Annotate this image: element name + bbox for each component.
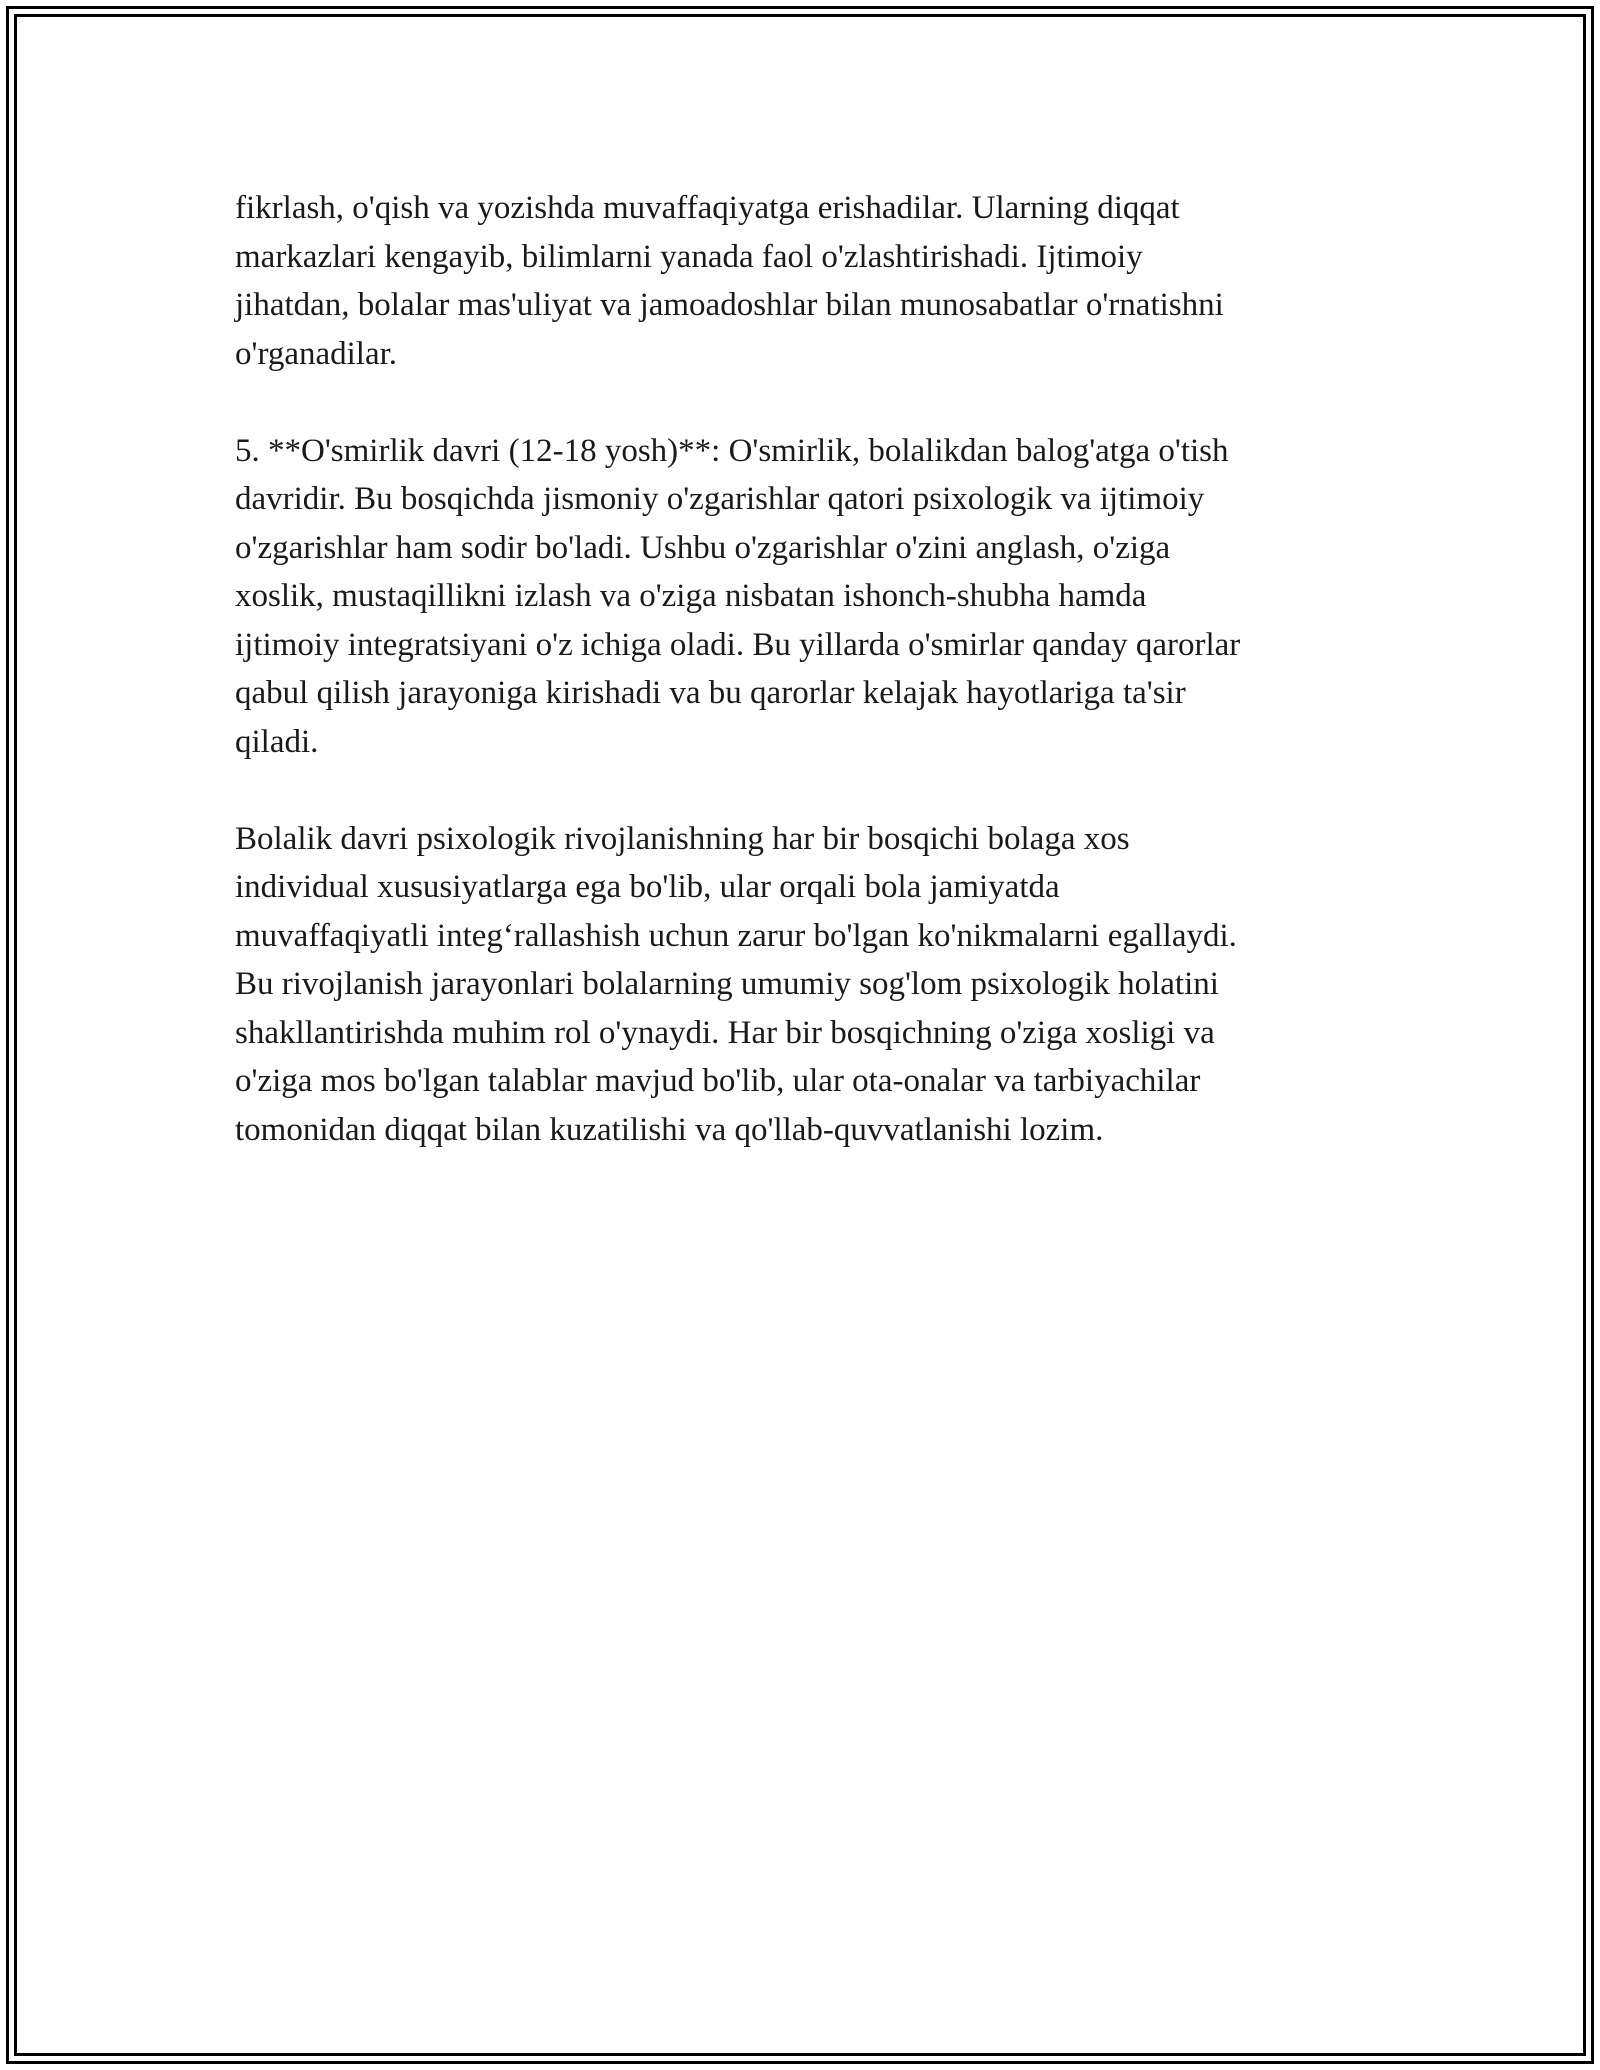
paragraph-conclusion: Bolalik davri psixologik rivojlanishning har bir bosqichi bolaga xos individual xususiyatlarga ega bo'lib, ular orqali bola jamiyatda muvaffaqiyatli integ‘rallashish uchun zarur bo'lgan ko'nikmalarni egallaydi. Bu rivojlanish jarayonlari bolalarning umumiy sog'lom psixologik holatini shakllantirishda muhim rol o'ynaydi. Har bir bosqichning o'ziga xosligi va o'ziga mos bo'lgan talablar mavjud bo'lib, ular ota-onalar va tarbiyachilar tomonidan diqqat bilan kuzatilishi va qo'llab-quvvatlanishi lozim. [235, 820, 1237, 1148]
document-body [235, 184, 1365, 1203]
paragraph-school-age-continuation: fikrlash, o'qish va yozishda muvaffaqiyatga erishadilar. Ularning diqqat markazlari kengayib, bilimlarni yanada faol o'zlashtirishadi. Ijtimoiy jihatdan, bolalar mas'uliyat va jamoadoshlar bilan munosabatlar o'rnatishni o'rganadilar. [235, 190, 1224, 372]
paragraph-adolescence: 5. **O'smirlik davri (12-18 yosh)**: O'smirlik, bolalikdan balog'atga o'tish davridir. Bu bosqichda jismoniy o'zgarishlar qatori psixologik va ijtimoiy o'zgarishlar ham sodir bo'ladi. Ushbu o'zgarishlar o'zini anglash, o'ziga xoslik, mustaqillikni izlash va o'ziga nisbatan ishonch-shubha hamda ijtimoiy integratsiyani o'z ichiga oladi. Bu yillarda o'smirlar qanday qarorlar qabul qilish jarayoniga kirishadi va bu qarorlar kelajak hayotlariga ta'sir qiladi. [235, 432, 1241, 760]
